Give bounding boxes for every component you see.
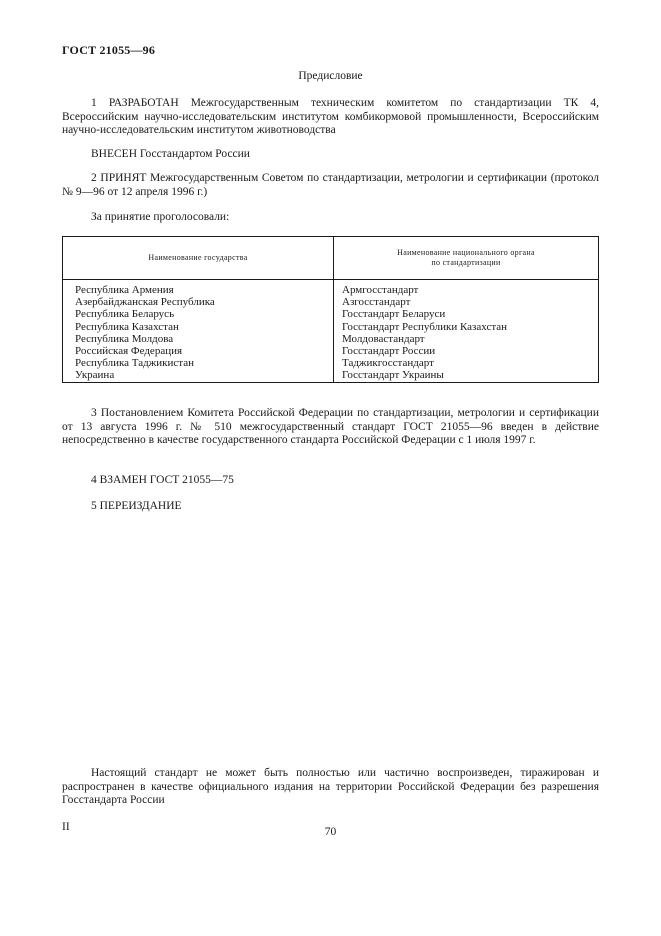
paragraph-voted-intro: За принятие проголосовали: xyxy=(91,211,230,223)
table-cell-state: Азербайджанская Республика xyxy=(75,296,215,309)
column-header-state: Наименование государства xyxy=(148,253,248,262)
voting-table xyxy=(62,236,599,383)
table-cell-state: Республика Беларусь xyxy=(75,308,175,321)
table-cell-standards-body: Азгосстандарт xyxy=(342,296,411,309)
paragraph-adopted: 2 ПРИНЯТ Межгосударственным Советом по стандартизации, метрологии и сертификации (протокол № 9—96 от 12 апреля 1996 г.) xyxy=(62,172,599,198)
document-id: ГОСТ 21055—96 xyxy=(62,43,156,57)
table-cell-standards-body: Армгосстандарт xyxy=(342,284,419,296)
table-cell-standards-body: Молдовастандарт xyxy=(342,332,425,345)
footer-roman-numeral: II xyxy=(62,821,70,833)
paragraph-developed: 1 РАЗРАБОТАН Межгосударственным техническим комитетом по стандартизации ТК 4, Всероссийским научно-исследовательским институтом комбикормовой промышленности, Всероссийским научно-исследовательским институтом животноводства xyxy=(62,97,599,136)
paragraph-resolution: 3 Постановлением Комитета Российской Федерации по стандартизации, метрологии и сертификации от 13 августа 1996 г. № 510 межгосударственный стандарт ГОСТ 21055—96 введен в действие непосредственно в качестве государственного стандарта Российской Федерации с 1 июля 1997 г. xyxy=(62,407,599,446)
paragraph-replaces: 4 ВЗАМЕН ГОСТ 21055—75 xyxy=(91,474,234,486)
column-header-standards-body: Наименование национального органа по стандартизации xyxy=(397,248,535,267)
table-cell-standards-body: Госстандарт России xyxy=(342,345,436,358)
page-number: 70 xyxy=(324,826,337,838)
table-cell-state: Республика Армения xyxy=(75,284,174,296)
table-cell-state: Республика Молдова xyxy=(75,332,174,345)
table-cell-standards-body: Госстандарт Украины xyxy=(342,369,444,382)
table-cell-standards-body: Госстандарт Беларуси xyxy=(342,308,446,321)
standards-body-column xyxy=(342,284,592,382)
column-divider xyxy=(333,237,334,382)
table-cell-state: Украина xyxy=(75,369,115,382)
state-column xyxy=(75,284,325,382)
section-heading: Предисловие xyxy=(298,70,363,82)
table-cell-state: Республика Казахстан xyxy=(75,320,179,333)
paragraph-introduced: ВНЕСЕН Госстандартом России xyxy=(91,148,250,160)
table-cell-standards-body: Госстандарт Республики Казахстан xyxy=(342,320,508,333)
table-cell-standards-body: Таджикгосстандарт xyxy=(342,357,434,370)
table-cell-state: Российская Федерация xyxy=(75,345,183,358)
paragraph-copyright-notice: Настоящий стандарт не может быть полностью или частично воспроизведен, тиражирован и распространен в качестве официального издания на территории Российской Федерации без разрешения Госстандарта России xyxy=(62,767,599,806)
paragraph-reissue: 5 ПЕРЕИЗДАНИЕ xyxy=(91,500,182,512)
table-cell-state: Республика Таджикистан xyxy=(75,357,194,370)
table-header-row xyxy=(63,237,598,280)
